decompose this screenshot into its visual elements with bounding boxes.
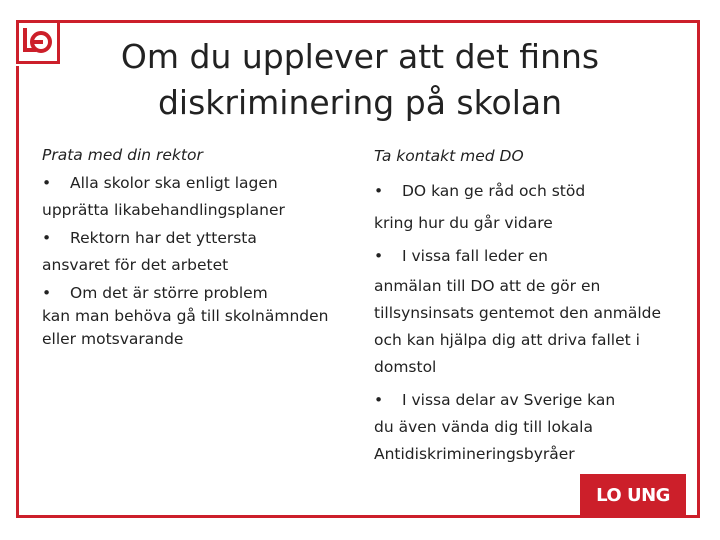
right-column-heading: Ta kontakt med DO — [374, 147, 524, 165]
slide-title — [80, 34, 640, 126]
right-list-item — [374, 239, 674, 381]
right-item-continuation: du även vända dig till lokala Antidiskrimineringsbyråer — [374, 418, 593, 463]
slide-title-line1: Om du upplever att det finns — [120, 37, 600, 76]
left-column-heading: Prata med din rektor — [42, 146, 203, 164]
left-list-item — [42, 225, 342, 280]
left-item-first-line: Rektorn har det yttersta — [70, 228, 257, 247]
right-list-item — [374, 387, 674, 468]
bullet-marker: • — [42, 228, 52, 247]
left-column — [42, 142, 342, 351]
frame-top-border — [48, 20, 700, 23]
left-item-continuation: upprätta likabehandlingsplaner — [42, 201, 285, 219]
frame-right-border — [697, 20, 700, 518]
bullet-marker: • — [374, 182, 384, 200]
slide-title-line2: diskriminering på skolan — [157, 83, 563, 122]
frame-left-border — [16, 66, 19, 518]
right-list-item — [374, 175, 674, 239]
left-item-first-line: Alla skolor ska enligt lagen — [70, 173, 278, 192]
left-item-first-line: Om det är större problem — [70, 283, 268, 302]
right-item-first-line: DO kan ge råd och stöd — [402, 182, 586, 200]
left-list-item — [42, 282, 342, 351]
right-item-continuation: kring hur du går vidare — [374, 214, 553, 232]
bullet-marker: • — [374, 247, 384, 265]
lo-ung-badge: LO UNG — [580, 474, 686, 516]
lo-logo-icon — [16, 20, 60, 64]
right-column — [374, 143, 674, 468]
left-list-item — [42, 170, 342, 225]
right-item-first-line: I vissa fall leder en — [402, 247, 548, 265]
bullet-marker: • — [374, 391, 384, 409]
left-item-continuation: kan man behöva gå till skolnämnden eller motsvarande — [42, 306, 329, 348]
bullet-marker: • — [42, 283, 52, 302]
left-item-continuation: ansvaret för det arbetet — [42, 256, 229, 274]
bullet-marker: • — [42, 173, 52, 192]
right-item-first-line: I vissa delar av Sverige kan — [402, 391, 616, 409]
right-item-continuation: anmälan till DO att de gör en tillsynsinsats gentemot den anmälde och kan hjälpa dig att driva fallet i domstol — [374, 277, 662, 376]
